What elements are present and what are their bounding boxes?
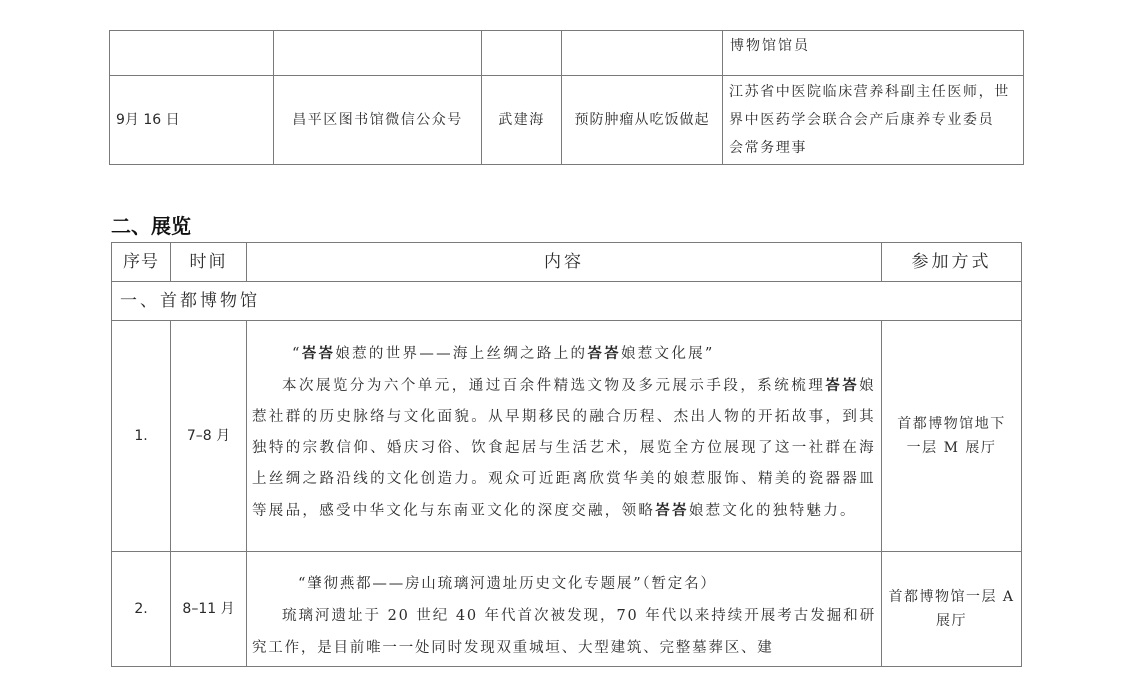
item-index: 1. [134, 428, 148, 444]
table-border [246, 320, 247, 667]
speaker-title-line: 会常务理事 [729, 140, 807, 156]
column-header-content: 内容 [544, 252, 584, 272]
speaker-title-line: 江苏省中医院临床营养科副主任医师，世 [729, 84, 1010, 100]
platform-cell: 昌平区图书馆微信公众号 [292, 112, 463, 128]
item-content [252, 568, 876, 664]
table-border [722, 30, 723, 165]
exhibition-description: 琉璃河遗址于 20 世纪 40 年代首次被发现，70 年代以来持续开展考古发掘和研究工作，是目前唯一一处同时发现双重城垣、大型建筑、完整墓葬区、建 [252, 608, 876, 656]
topic-cell: 预防肿瘤从吃饭做起 [574, 112, 710, 128]
item-time: 7–8 月 [186, 428, 231, 444]
group-row-capital-museum: 一、首都博物馆 [120, 291, 260, 311]
exhibition-title: “峇峇娘惹的世界——海上丝绸之路上的峇峇娘惹文化展” [292, 345, 715, 362]
column-header-index: 序号 [123, 252, 159, 272]
speaker-title-cell: 博物馆馆员 [730, 38, 810, 54]
venue-line: 一层 M 展厅 [906, 440, 997, 456]
venue-line: 展厅 [936, 613, 967, 629]
speaker-title-cell [729, 78, 1021, 162]
exhibition-title: “肇彻燕都——房山琉璃河遗址历史文化专题展”（暂定名） [298, 576, 717, 592]
venue-line: 首都博物馆地下 [897, 416, 1006, 432]
column-header-participation: 参加方式 [911, 252, 992, 272]
venue-line: 首都博物馆一层 A [888, 589, 1015, 605]
item-index: 2. [134, 601, 148, 617]
speaker-cell: 武建海 [498, 112, 545, 128]
section-title: 二、展览 [111, 214, 191, 238]
date-cell: 9月 16 日 [116, 112, 180, 128]
table-border [1021, 242, 1022, 667]
item-time: 8–11 月 [182, 601, 235, 617]
speaker-title-line: 界中医药学会联合会产后康养专业委员 [729, 112, 995, 128]
item-venue [882, 552, 1021, 666]
table-border [1023, 30, 1024, 165]
table-border [111, 666, 1022, 667]
item-venue [882, 321, 1021, 551]
exhibition-description: 本次展览分为六个单元，通过百余件精选文物及多元展示手段，系统梳理峇峇娘惹社群的历史脉络与文化面貌。从早期移民的融合历程、杰出人物的开拓故事，到其独特的宗教信仰、婚庆习俗、饮食起居与生活艺术，展览全方位展现了这一社群在海上丝绸之路沿线的文化创造力。观众可近距离欣赏华美的娘惹服饰、精美的瓷器器皿等展品，感受中华文化与东南亚文化的深度交融，领略峇峇娘惹文化的独特魅力。 [252, 377, 876, 519]
column-header-time: 时间 [189, 252, 228, 272]
table-border [109, 164, 1024, 165]
item-content [252, 338, 876, 527]
